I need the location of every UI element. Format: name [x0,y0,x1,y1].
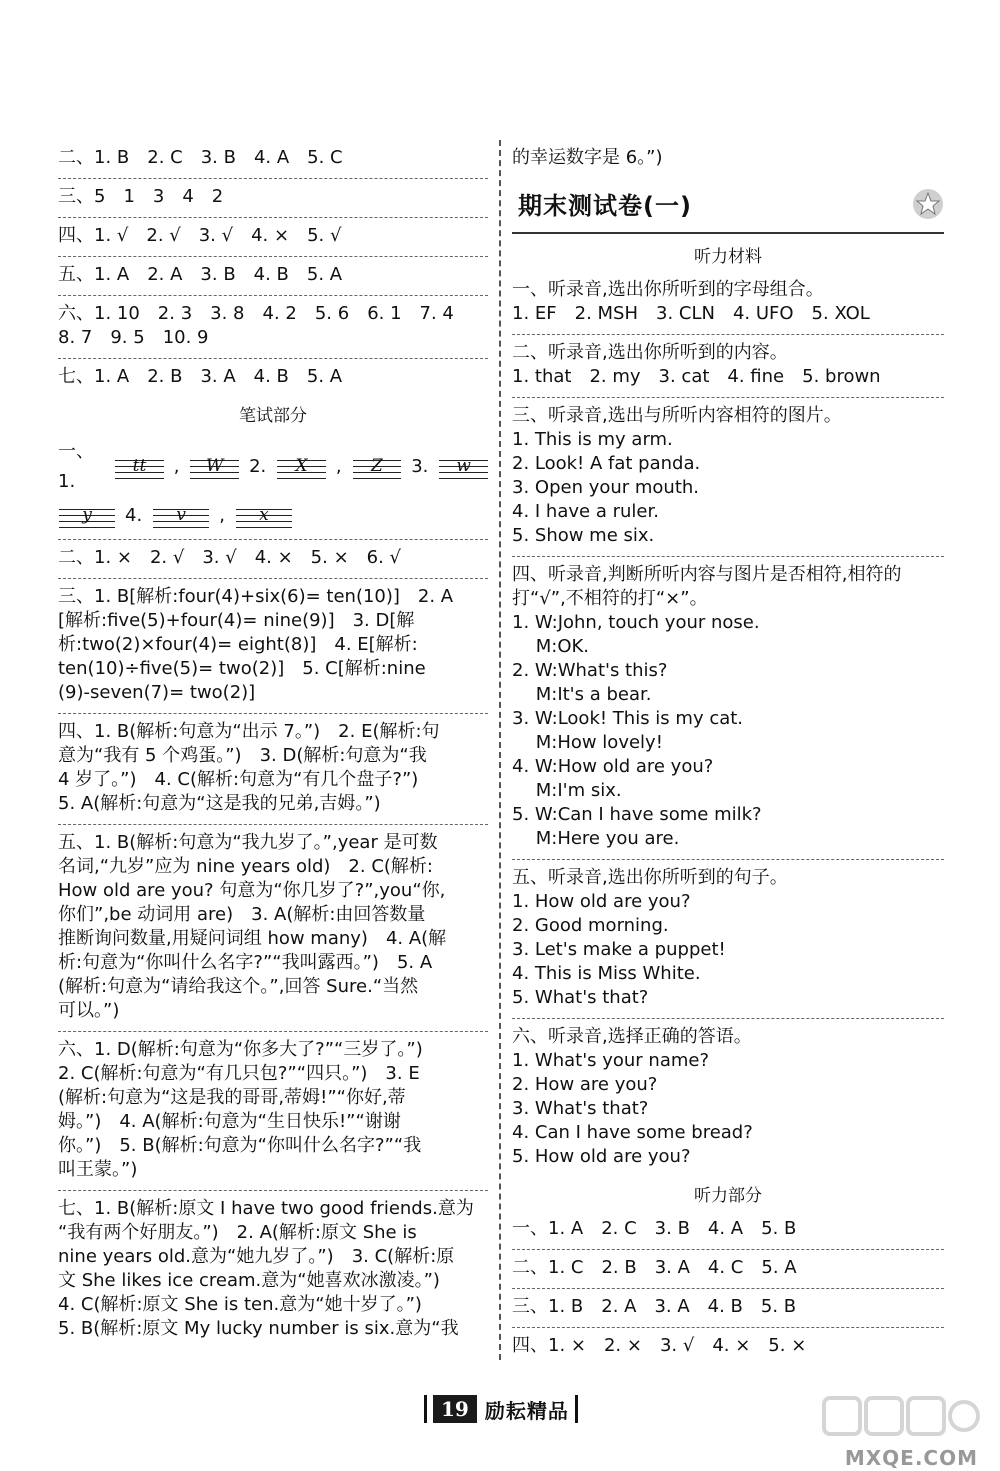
answer-block [58,540,488,579]
text-line: 2. W:What's this? [512,660,668,681]
section-heading: 听力部分 [694,1186,762,1206]
text-line: 3. Open your mouth. [512,477,700,498]
text-line: nine years old.意为“她九岁了。”) 3. C(解析:原 [58,1246,455,1267]
text-line: 五、听录音,选出你所听到的句子。 [512,867,788,888]
text-line: M:How lovely! [512,732,663,753]
answer-block [58,1032,488,1191]
column-divider [499,140,501,1360]
answer-block [58,218,488,257]
item-number: 3. [411,456,429,477]
text-line: M:It's a bear. [512,684,652,705]
text-line: 3. What's that? [512,1098,649,1119]
footer-bar [424,1395,427,1423]
text-line: 4. C(解析:原文 She is ten.意为“她十岁了。”) [58,1294,422,1315]
handwritten-letters: W [206,456,224,476]
test-title: 期末测试卷(一) [518,192,692,220]
handwritten-letters: v [176,505,186,525]
text-line: 5. B(解析:原文 My lucky number is six.意为“我 [58,1318,459,1339]
text-line: How old are you? 句意为“你几岁了?”,you“你, [58,880,446,901]
text-line: (9)-seven(7)= two(2)] [58,682,256,703]
question-block [512,335,944,398]
text-line: 1. How old are you? [512,891,691,912]
text-line: 2. Look! A fat panda. [512,453,701,474]
item-number: 一、1. [58,441,94,492]
answer-block [58,257,488,296]
text-line: 1. that 2. my 3. cat 4. fine 5. brown [512,366,881,387]
handwritten-letters: w [456,456,471,476]
answer-block [58,140,488,179]
answer-block [58,296,488,359]
handwritten-letters: X [295,456,308,476]
answer-block [512,1328,944,1366]
text-line: 1. What's your name? [512,1050,710,1071]
text-line: 5. What's that? [512,987,649,1008]
text-line: ten(10)÷five(5)= two(2)] 5. C[解析:nine [58,658,426,679]
text-line: 六、1. D(解析:句意为“你多大了?”“三岁了。”) [58,1039,423,1060]
brand-name: 励耘精品 [484,1398,569,1423]
text-line: 1. This is my arm. [512,429,673,450]
text-line: 六、1. 10 2. 3 3. 8 4. 2 5. 6 6. 1 7. 4 [58,303,454,324]
text-line: [解析:five(5)+four(4)= nine(9)] 3. D[解 [58,610,415,631]
letter-writing-block [58,431,488,540]
handwritten-letters: y [82,505,92,525]
answer-block [512,1250,944,1289]
text-line: 一、听录音,选出你所听到的字母组合。 [512,279,824,300]
right-column [512,140,944,1366]
answer-block [58,179,488,218]
text-line: 七、1. B(解析:原文 I have two good friends.意为 [58,1198,474,1219]
text-line: 5. A(解析:句意为“这是我的兄弟,吉姆。”) [58,793,381,814]
writing-staff [276,455,326,479]
answer-block [58,359,488,397]
answer-block [58,825,488,1032]
text-line: 5. How old are you? [512,1146,691,1167]
page-footer [418,1392,584,1426]
item-number: 2. [249,456,267,477]
text-line: 文 She likes ice cream.意为“她喜欢冰激凌。”) [58,1270,440,1291]
section-heading: 笔试部分 [239,406,307,426]
text-line: 4. I have a ruler. [512,501,659,522]
text-line: 4. Can I have some bread? [512,1122,753,1143]
text-line: 二、听录音,选出你所听到的内容。 [512,342,788,363]
writing-staff [438,455,488,479]
answer-block [58,579,488,714]
handwritten-letters: x [259,505,269,525]
letter-row: 一、1. tt , W 2. X , Z 3. w [58,437,488,497]
text-line: 析:句意为“你叫什么名字?”“我叫露西。”) 5. A [58,952,433,973]
watermark-text: MXQE.COM [844,1446,978,1470]
text-line: 的幸运数字是 6。”) [512,147,663,168]
text-line: 意为“我有 5 个鸡蛋。”) 3. D(解析:句意为“我 [58,745,427,766]
text-line: 1. W:John, touch your nose. [512,612,760,633]
text-line: 六、听录音,选择正确的答语。 [512,1026,752,1047]
text-line: 五、1. A 2. A 3. B 4. B 5. A [58,264,343,285]
letter-row: y 4. v , x [58,501,488,531]
text-line: “我有两个好朋友。”) 2. A(解析:原文 She is [58,1222,417,1243]
text-line: 4. This is Miss White. [512,963,701,984]
text-line: 4. W:How old are you? [512,756,714,777]
text-line: 名词,“九岁”应为 nine years old) 2. C(解析: [58,856,433,877]
text-line: 二、1. × 2. √ 3. √ 4. × 5. × 6. √ [58,547,402,568]
text-line: 5. Show me six. [512,525,655,546]
text-line: 3. W:Look! This is my cat. [512,708,744,729]
text-line: 姆。”) 4. A(解析:句意为“生日快乐!”“谢谢 [58,1111,401,1132]
text-line: 四、听录音,判断所听内容与图片是否相符,相符的 [512,564,902,585]
text-line: 5. W:Can I have some milk? [512,804,762,825]
writing-staff [235,504,292,528]
text-line: 你。”) 5. B(解析:句意为“你叫什么名字?”“我 [58,1135,422,1156]
text-line: 你们”,be 动词用 are) 3. A(解析:由回答数量 [58,904,426,925]
text-line: 3. Let's make a puppet! [512,939,726,960]
text-line: 2. C(解析:句意为“有几只包?”“四只。”) 3. E [58,1063,420,1084]
text-line: 8. 7 9. 5 10. 9 [58,327,209,348]
text-line: 三、1. B 2. A 3. A 4. B 5. B [512,1296,797,1317]
text-line: 1. EF 2. MSH 3. CLN 4. UFO 5. XOL [512,303,870,324]
text-line: (解析:句意为“请给我这个。”,回答 Sure.“当然 [58,976,419,997]
text-line: 三、1. B[解析:four(4)+six(6)= ten(10)] 2. A [58,586,454,607]
text-line: (解析:句意为“这是我的哥哥,蒂姆!”“你好,蒂 [58,1087,406,1108]
text-line: 三、听录音,选出与所听内容相符的图片。 [512,405,842,426]
section-heading: 听力材料 [694,247,762,267]
page-number: 19 [433,1395,477,1423]
question-block [512,1019,944,1177]
text-line: 打“√”,不相符的打“×”。 [512,588,708,609]
text-line: M:Here you are. [512,828,680,849]
text-line: 一、1. A 2. C 3. B 4. A 5. B [512,1218,797,1239]
test-title-row [512,172,944,234]
text-line: 叫王蒙。”) [58,1159,138,1180]
continued-line [512,140,944,172]
answer-block [512,1211,944,1250]
text-line: 二、1. C 2. B 3. A 4. C 5. A [512,1257,797,1278]
question-block [512,398,944,557]
text-line: 4 岁了。”) 4. C(解析:句意为“有几个盘子?”) [58,769,419,790]
writing-staff [352,455,402,479]
text-line: 推断询问数量,用疑问词组 how many) 4. A(解 [58,928,447,949]
text-line: 析:two(2)×four(4)= eight(8)] 4. E[解析: [58,634,418,655]
left-column [58,140,488,1349]
text-line: 五、1. B(解析:句意为“我九岁了。”,year 是可数 [58,832,438,853]
text-line: 2. Good morning. [512,915,669,936]
writing-staff [58,504,115,528]
text-line: 四、1. B(解析:句意为“出示 7。”) 2. E(解析:句 [58,721,440,742]
answer-block [58,714,488,825]
question-block [512,272,944,335]
text-line: M:OK. [512,636,590,657]
handwritten-letters: Z [370,456,383,476]
text-line: 二、1. B 2. C 3. B 4. A 5. C [58,147,343,168]
footer-bar [575,1395,578,1423]
text-line: 四、1. √ 2. √ 3. √ 4. × 5. √ [58,225,342,246]
question-block [512,860,944,1019]
writing-staff [152,504,209,528]
handwritten-letters: tt [132,456,147,476]
answer-block [512,1289,944,1328]
question-block [512,557,944,860]
text-line: 2. How are you? [512,1074,658,1095]
text-line: 四、1. × 2. × 3. √ 4. × 5. × [512,1335,807,1356]
text-line: M:I'm six. [512,780,622,801]
text-line: 七、1. A 2. B 3. A 4. B 5. A [58,366,343,387]
item-number: 4. [125,505,143,526]
star-icon [912,188,944,220]
answer-block [58,1191,488,1349]
text-line: 可以。”) [58,1000,120,1021]
text-line: 三、5 1 3 4 2 [58,186,224,207]
writing-staff [114,455,164,479]
writing-staff [189,455,239,479]
